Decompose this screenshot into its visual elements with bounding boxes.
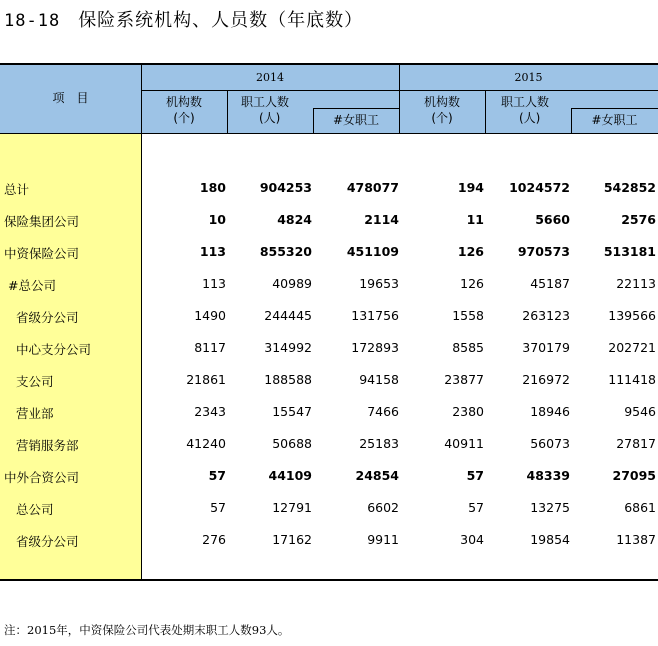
col-unit: (人)	[259, 111, 281, 125]
year-header-2014: 2014	[256, 71, 284, 84]
item-header: 项 目	[52, 91, 89, 105]
year-header-2015: 2015	[514, 71, 543, 84]
row-label: 中资保险公司	[4, 246, 80, 261]
page-title	[4, 6, 363, 32]
cell-value: 4824	[277, 212, 312, 227]
col-employees-2014	[227, 94, 313, 126]
cell-value: 370179	[522, 340, 570, 355]
col-unit: (人)	[519, 111, 541, 125]
table-row	[0, 428, 658, 460]
col-label: 职工人数	[241, 95, 290, 109]
cell-value: 126	[460, 276, 484, 291]
cell-value: 94158	[359, 372, 399, 387]
table-row	[0, 364, 658, 396]
cell-value: 24854	[355, 468, 399, 483]
row-label: 总公司	[16, 502, 54, 517]
cell-value: 904253	[259, 180, 312, 195]
cell-value: 314992	[264, 340, 312, 355]
table-bottom-rule	[0, 579, 658, 581]
row-label: 中心支分公司	[16, 342, 92, 357]
row-label: 营业部	[16, 406, 54, 421]
row-label: 省级分公司	[16, 534, 79, 549]
cell-value: 11	[466, 212, 484, 227]
col-label: 职工人数	[501, 95, 550, 109]
cell-value: 40911	[444, 436, 484, 451]
row-label: 中外合资公司	[4, 470, 80, 485]
row-label: 支公司	[16, 374, 54, 389]
cell-value: 1024572	[509, 180, 570, 195]
cell-value: 111418	[608, 372, 656, 387]
divider	[571, 108, 658, 109]
cell-value: 11387	[616, 532, 656, 547]
cell-value: 202721	[608, 340, 656, 355]
divider	[141, 90, 658, 91]
cell-value: 50688	[272, 436, 312, 451]
cell-value: 40989	[272, 276, 312, 291]
cell-value: 23877	[444, 372, 484, 387]
cell-value: 56073	[530, 436, 570, 451]
cell-value: 6602	[367, 500, 399, 515]
row-label: 省级分公司	[16, 310, 79, 325]
cell-value: 5660	[535, 212, 570, 227]
cell-value: 7466	[367, 404, 399, 419]
col-unit: (个)	[431, 111, 453, 125]
cell-value: 263123	[522, 308, 570, 323]
cell-value: 478077	[346, 180, 399, 195]
cell-value: 17162	[272, 532, 312, 547]
col-employees-2015	[485, 94, 571, 126]
cell-value: 180	[199, 180, 226, 195]
cell-value: 244445	[264, 308, 312, 323]
col-female-2015: #女职工	[591, 113, 638, 127]
col-institutions-2014	[141, 94, 227, 126]
cell-value: 18946	[530, 404, 570, 419]
table-row	[0, 460, 658, 492]
cell-value: 188588	[264, 372, 312, 387]
cell-value: 57	[210, 500, 226, 515]
cell-value: 304	[460, 532, 484, 547]
cell-value: 1490	[194, 308, 226, 323]
table-number: 18-18	[4, 11, 61, 31]
table-row	[0, 236, 658, 268]
cell-value: 855320	[259, 244, 312, 259]
table-row	[0, 204, 658, 236]
row-label: 保险集团公司	[4, 214, 80, 229]
cell-value: 10	[208, 212, 226, 227]
cell-value: 2380	[452, 404, 484, 419]
table-title: 保险系统机构、人员数（年底数）	[78, 10, 364, 31]
cell-value: 44109	[268, 468, 312, 483]
cell-value: 41240	[186, 436, 226, 451]
cell-value: 513181	[603, 244, 656, 259]
cell-value: 2576	[621, 212, 656, 227]
row-label: 总计	[4, 182, 30, 197]
divider	[0, 133, 658, 134]
cell-value: 45187	[530, 276, 570, 291]
cell-value: 276	[202, 532, 226, 547]
divider	[313, 108, 399, 109]
cell-value: 542852	[603, 180, 656, 195]
cell-value: 22113	[616, 276, 656, 291]
cell-value: 126	[457, 244, 484, 259]
col-label: 机构数	[423, 95, 460, 109]
cell-value: 8117	[194, 340, 226, 355]
table-row	[0, 268, 658, 300]
cell-value: 131756	[351, 308, 399, 323]
cell-value: 970573	[517, 244, 570, 259]
cell-value: 21861	[186, 372, 226, 387]
cell-value: 57	[208, 468, 226, 483]
cell-value: 113	[199, 244, 226, 259]
cell-value: 9911	[367, 532, 399, 547]
col-female-2014: #女职工	[332, 113, 380, 127]
cell-value: 27817	[616, 436, 656, 451]
cell-value: 451109	[346, 244, 399, 259]
cell-value: 194	[457, 180, 484, 195]
table-row	[0, 396, 658, 428]
cell-value: 139566	[608, 308, 656, 323]
cell-value: 216972	[522, 372, 570, 387]
cell-value: 57	[468, 500, 484, 515]
cell-value: 25183	[359, 436, 399, 451]
table-row	[0, 300, 658, 332]
col-institutions-2015	[399, 94, 485, 126]
cell-value: 113	[202, 276, 226, 291]
cell-value: 9546	[624, 404, 656, 419]
row-label: 营销服务部	[16, 438, 79, 453]
footnote: 注：2015年，中资保险公司代表处期末职工人数93人。	[4, 623, 290, 637]
col-label: 机构数	[165, 95, 202, 109]
cell-value: 1558	[452, 308, 484, 323]
cell-value: 8585	[452, 340, 484, 355]
cell-value: 6861	[624, 500, 656, 515]
cell-value: 27095	[612, 468, 656, 483]
table-row	[0, 492, 658, 524]
table-row	[0, 172, 658, 204]
cell-value: 57	[466, 468, 484, 483]
cell-value: 15547	[272, 404, 312, 419]
cell-value: 172893	[351, 340, 399, 355]
row-label: #总公司	[8, 278, 56, 293]
cell-value: 19854	[530, 532, 570, 547]
table-row	[0, 332, 658, 364]
cell-value: 48339	[526, 468, 570, 483]
col-unit: (个)	[173, 111, 195, 125]
cell-value: 2343	[194, 404, 226, 419]
cell-value: 12791	[272, 500, 312, 515]
table-row	[0, 524, 658, 556]
cell-value: 19653	[359, 276, 399, 291]
cell-value: 2114	[364, 212, 399, 227]
cell-value: 13275	[530, 500, 570, 515]
